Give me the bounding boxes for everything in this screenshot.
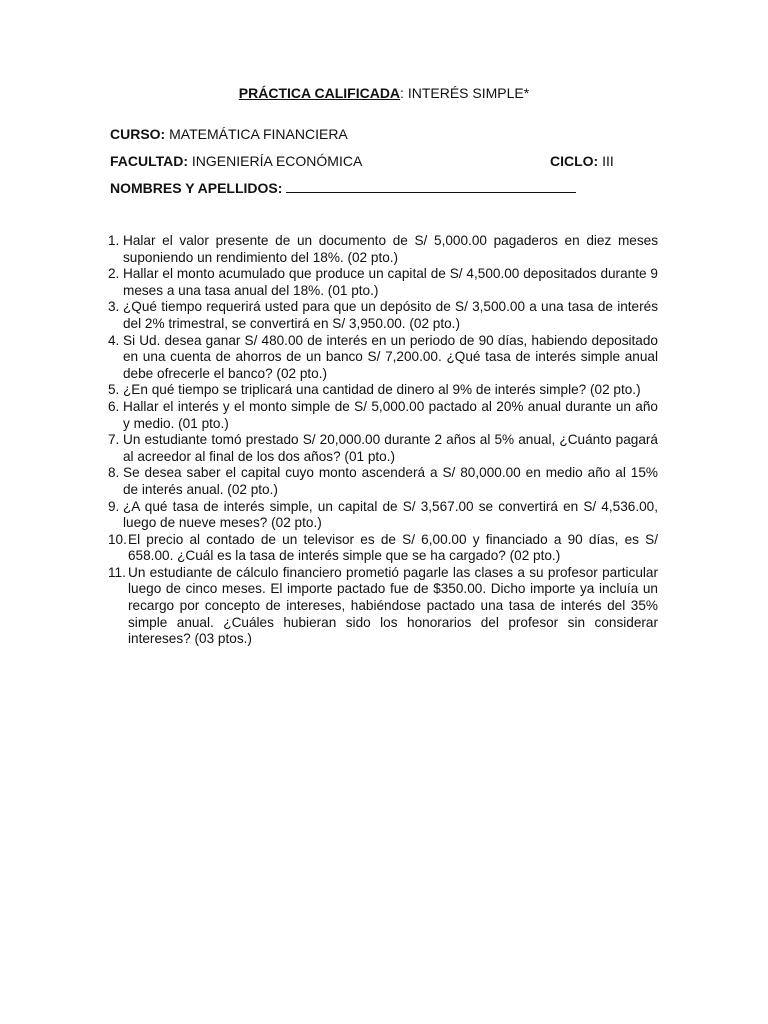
ciclo-label: CICLO:	[550, 153, 599, 169]
question-item	[108, 233, 658, 266]
question-text: ¿En qué tiempo se triplicará una cantidad de dinero al 9% de interés simple? (02 pto.)	[123, 382, 641, 398]
question-text: Hallar el monto acumulado que produce un capital de S/ 4,500.00 depositados durante 9 meses a una tasa anual del 18%. (01 pto.)	[123, 266, 658, 298]
question-text: Un estudiante de cálculo financiero prometió pagarle las clases a su profesor particular luego de cinco meses. El importe pactado fue de $350.00. Dicho importe ya incluía un recargo por concepto de intereses, habiéndose pactado una tasa de interés del 35% simple anual. ¿Cuáles hubieran sido los honorarios del profesor sin considerar intereses? (03 ptos.)	[128, 564, 658, 647]
question-number: 2.	[108, 266, 120, 282]
facultad-value: INGENIERÍA ECONÓMICA	[188, 153, 363, 169]
question-number: 1.	[108, 233, 120, 248]
question-item	[108, 299, 658, 332]
question-number: 7.	[108, 432, 120, 448]
question-text: Si Ud. desea ganar S/ 480.00 de interés en un periodo de 90 días, habiendo depositado en una cuenta de ahorros de un banco S/ 7,200.00. ¿Qué tasa de interés simple anual debe ofrecerle el banco? (02 pto.)	[123, 332, 658, 381]
question-item	[108, 532, 658, 565]
question-text: Hallar el interés y el monto simple de S/ 5,000.00 pactado al 20% anual durante un año y medio. (01 pto.)	[123, 398, 658, 431]
title-rest: : INTERÉS SIMPLE*	[400, 85, 530, 101]
question-item	[108, 333, 658, 383]
name-blank-line	[286, 180, 576, 193]
question-number: 5.	[108, 382, 120, 398]
question-number: 4.	[108, 332, 120, 348]
question-item	[108, 499, 658, 532]
title-strong: PRÁCTICA CALIFICADA	[238, 85, 401, 101]
question-text: ¿Qué tiempo requerirá usted para que un depósito de S/ 3,500.00 a una tasa de interés del 2% trimestral, se convertirá en S/ 3,950.00. (02 pto.)	[123, 299, 658, 331]
question-item	[108, 382, 658, 399]
question-text: Un estudiante tomó prestado S/ 20,000.00 durante 2 años al 5% anual, ¿Cuánto pagará al acreedor al final de los dos años? (01 pto.)	[123, 432, 658, 464]
question-number: 8.	[108, 465, 120, 481]
curso-label: CURSO:	[110, 126, 166, 142]
ciclo-field	[550, 152, 614, 170]
facultad-label: FACULTAD:	[110, 153, 189, 169]
document-title	[0, 84, 768, 102]
question-text: El precio al contado de un televisor es de S/ 6,00.00 y financiado a 90 días, es S/ 658.00. ¿Cuál es la tasa de interés simple que se ha cargado? (02 pto.)	[128, 531, 658, 564]
question-item	[108, 266, 658, 299]
question-number: 9.	[108, 498, 120, 514]
question-number: 10.	[108, 531, 127, 547]
ciclo-value: III	[598, 153, 614, 169]
question-number: 6.	[108, 398, 120, 414]
question-number: 11.	[108, 564, 126, 580]
question-item	[108, 565, 658, 648]
question-item	[108, 465, 658, 498]
curso-value: MATEMÁTICA FINANCIERA	[165, 126, 348, 142]
question-item	[108, 399, 658, 432]
curso-row	[110, 125, 348, 143]
question-item	[108, 432, 658, 465]
question-text: Halar el valor presente de un documento de S/ 5,000.00 pagaderos en diez meses suponiendo un rendimiento del 18%. (02 pto.)	[123, 233, 658, 265]
question-text: ¿A qué tasa de interés simple, un capital de S/ 3,567.00 se convertirá en S/ 4,536.00, luego de nueve meses? (02 pto.)	[123, 498, 658, 531]
questions-list	[108, 233, 658, 648]
facultad-row	[110, 152, 658, 170]
nombres-row	[110, 179, 576, 197]
question-number: 3.	[108, 299, 120, 315]
question-text: Se desea saber el capital cuyo monto ascenderá a S/ 80,000.00 en medio año al 15% de interés anual. (02 pto.)	[123, 465, 658, 497]
nombres-label: NOMBRES Y APELLIDOS:	[110, 180, 283, 196]
